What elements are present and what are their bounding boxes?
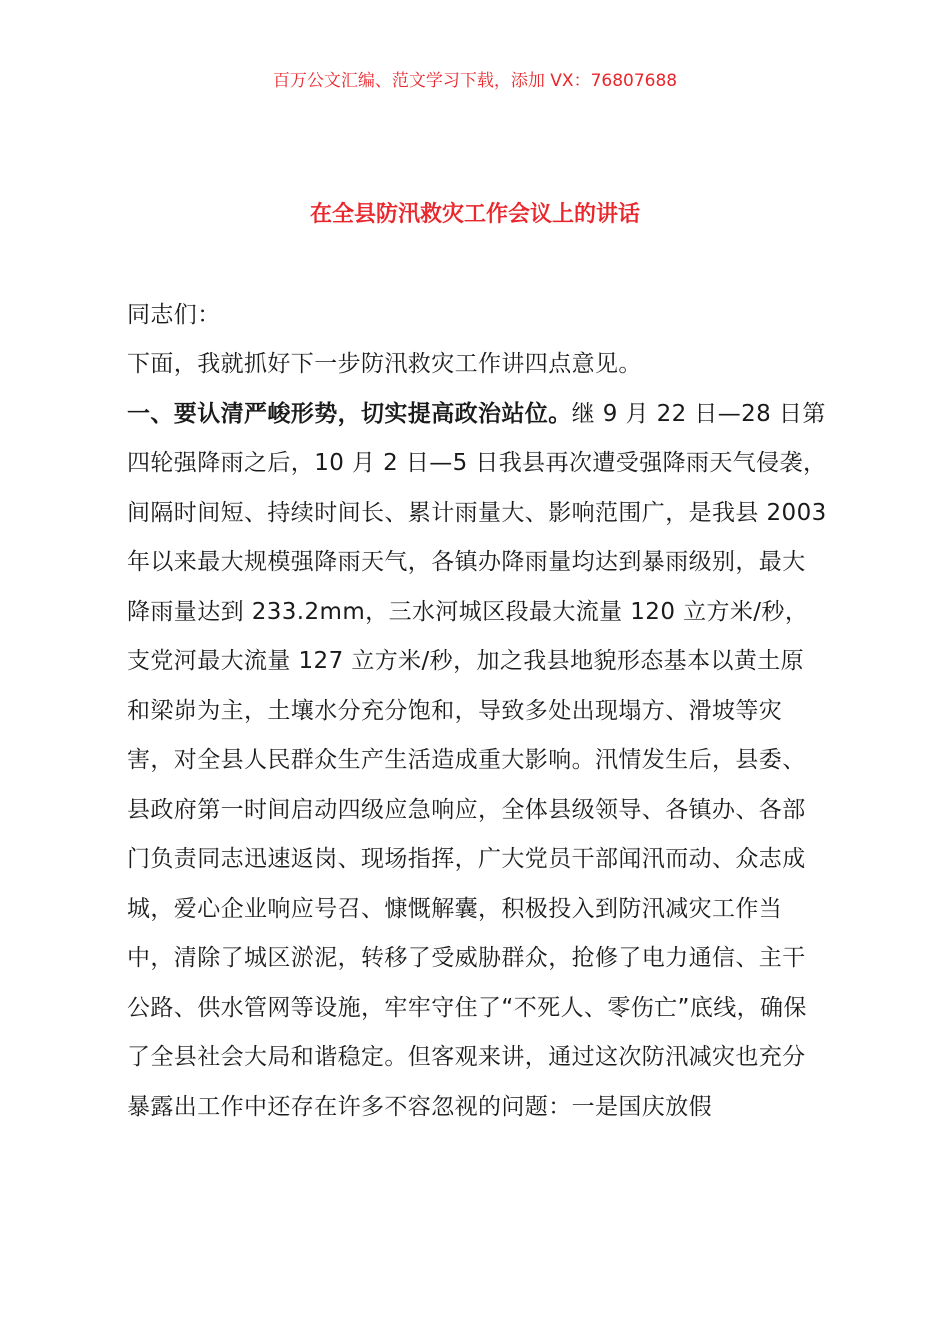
section-1-heading: 一、要认清严峻形势，切实提高政治站位。 (127, 400, 572, 427)
greeting-line: 同志们： (127, 302, 221, 328)
watermark-header: 百万公文汇编、范文学习下载，添加 VX：76807688 (272, 71, 678, 91)
section-1-body: 继 9 月 22 日—28 日第四轮强降雨之后，10 月 2 日—5 日我县再次遭受强降雨天气侵袭，间隔时间短、持续时间长、累计雨量大、影响范围广，是我县 2003 年以来最大规模强降雨天气，各镇办降雨量均达到暴雨级别，最大降雨量达到 233.2mm，三水河城区段最大流量 120 立方米/秒，支党河最大流量 127 立方米/秒，加之我县地貌形态基本以黄土原和梁峁为主，土壤水分充分饱和，导致多处出现塌方、滑坡等灾害，对全县人民群众生产生活造成重大影响。汛情发生后，县委、县政府第一时间启动四级应急响应，全体县级领导、各镇办、各部门负责同志迅速返岗、现场指挥，广大党员干部闻汛而动、众志成城，爱心企业响应号召、慷慨解囊，积极投入到防汛减灾工作当中，清除了城区淤泥，转移了受威胁群众，抢修了电力通信、主干公路、供水管网等设施，牢牢守住了“不死人、零伤亡”底线，确保了全县社会大局和谐稳定。但客观来讲，通过这次防汛减灾也充分暴露出工作中还存在许多不容忽视的问题：一是国庆放假 (127, 400, 827, 1120)
section-1-paragraph (127, 390, 827, 1133)
document-title: 在全县防汛救灾工作会议上的讲话 (309, 202, 640, 227)
body-paragraphs (127, 340, 827, 1132)
intro-paragraph: 下面，我就抓好下一步防汛救灾工作讲四点意见。 (127, 351, 642, 377)
